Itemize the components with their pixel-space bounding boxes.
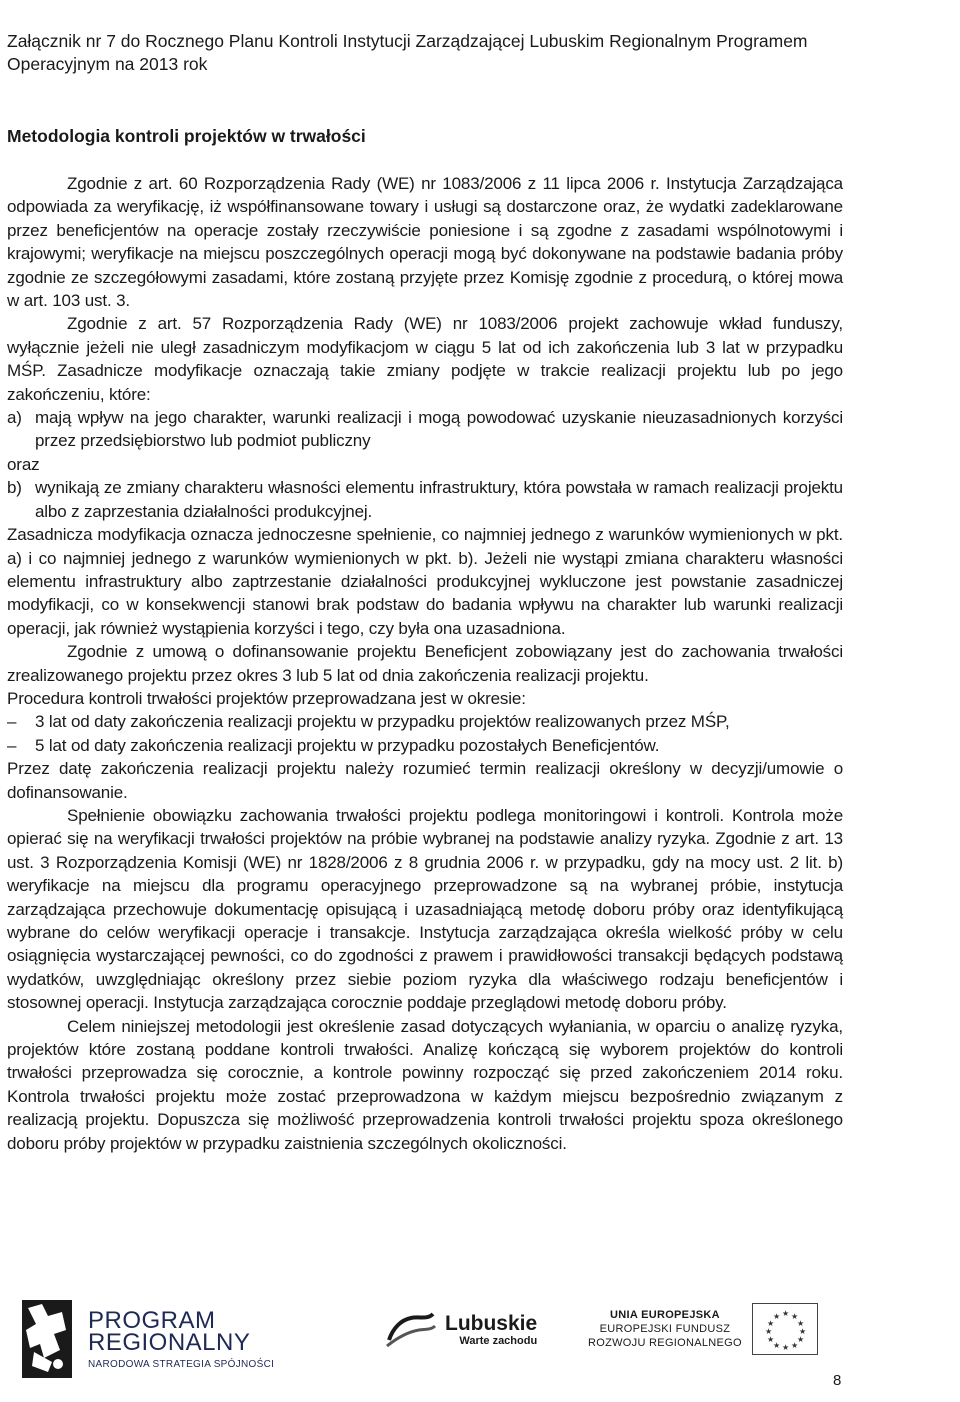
list-marker-a: a) <box>7 408 22 428</box>
paragraph-monitoring: Spełnienie obowiązku zachowania trwałości projektu podlega monitoringowi i kontroli. Kontrola może opierać się na weryfikacji trwałości projektów na próbie wybranej na podstawie analizy ryzyka. Zgodnie z art. 13 ust. 3 Rozporządzenia Komisji (WE) nr 1828/2006 z 8 grudnia 2006 r. w przypadku, gdy na mocy ust. 2 lit. b) weryfikacje na miejscu dla programu operacyjnego przeprowadzone są na wybranej próbie, instytucja zarządzająca przechowuje dokumentację opisującą i uzasadniającą metodę doboru próby oraz identyfikującą wybrane do celów weryfikacji operacje i transakcje. Instytucja zarządzająca określa wielkość próby w celu osiągnięcia wystarczającej pewności, co do zgodności z prawem i prawidłowości transakcji będących podstawą wydatków, uwzględniając określony przez siebie poziom ryzyka dla właściwego rodzaju beneficjentów i stosownej operacji. Instytucja zarządzająca corocznie poddaje przeglądowi metodę doboru próby. <box>7 805 843 1013</box>
svg-text:★: ★ <box>796 1335 805 1344</box>
dash-text-other: 5 lat od daty zakończenia realizacji projektu w przypadku pozostałych Beneficjentów. <box>35 735 660 755</box>
eu-fund-label: EUROPEJSKI FUNDUSZ <box>599 1323 731 1335</box>
svg-text:★: ★ <box>798 1327 807 1336</box>
document-title: Metodologia kontroli projektów w trwałości <box>7 126 366 146</box>
dash-marker: – <box>7 735 17 755</box>
lubuskie-slogan: Warte zachodu <box>459 1335 538 1347</box>
eu-logo <box>588 1303 818 1355</box>
list-text-a: mają wpływ na jego charakter, warunki realizacji i mogą powodować uzyskanie nieuzasadnionych korzyści przez przedsiębiorstwo lub podmiot publiczny <box>35 408 843 451</box>
lubuskie-logo <box>385 1310 537 1350</box>
paragraph-procedure: Procedura kontroli trwałości projektów przeprowadzana jest w okresie: <box>7 688 526 708</box>
list-item-a <box>7 406 843 453</box>
svg-text:★: ★ <box>764 1327 773 1336</box>
conjunction-oraz: oraz <box>7 454 40 474</box>
regionalny-label: REGIONALNY <box>88 1329 251 1356</box>
paragraph-regulation-57: Zgodnie z art. 57 Rozporządzenia Rady (WE) nr 1083/2006 projekt zachowuje wkład funduszy, wyłącznie jeżeli nie uległ zasadniczym modyfikacjom w ciągu 5 lat od ich zakończenia lub 3 lat w przypadku MŚP. Zasadnicze modyfikacje oznaczają takie zmiany podjęte w trakcie realizacji projektu lub po jego zakończeniu, które: <box>7 314 843 404</box>
paragraph-agreement: Zgodnie z umową o dofinansowanie projektu Beneficjent zobowiązany jest do zachowania trwałości zrealizowanego projektu przez okres 3 lub 5 lat od dnia zakończenia realizacji projektu. <box>7 642 843 685</box>
svg-text:★: ★ <box>766 1335 775 1344</box>
svg-text:★: ★ <box>790 1341 799 1350</box>
strategy-label: NARODOWA STRATEGIA SPÓJNOŚCI <box>88 1359 275 1370</box>
paragraph-completion-date: Przez datę zakończenia realizacji projektu należy rozumieć termin realizacji określony w decyzji/umowie o dofinansowanie. <box>7 759 843 802</box>
footer-logos <box>0 1300 960 1380</box>
eu-union-label: UNIA EUROPEJSKA <box>610 1309 720 1321</box>
svg-text:★: ★ <box>772 1312 781 1321</box>
paragraph-methodology-goal: Celem niniejszej metodologii jest określenie zasad dotyczących wyłaniania, w oparciu o analizę ryzyka, projektów które zostaną poddane kontroli trwałości. Analizę kończącą się wyborem projektów do kontroli trwałości przeprowadza się corocznie, a kontrole powinny rozpocząć się przed zakończeniem 2014 roku. Kontrola trwałości projektu może zostać przeprowadzona w każdym miejscu bezpośrednio związanym z realizacją projektu. Dopuszcza się możliwość przeprowadzenia kontroli trwałości projektu spoza określonego doboru próby projektów w przypadku zaistnienia szczególnych okoliczności. <box>7 1016 843 1153</box>
svg-text:★: ★ <box>796 1319 805 1328</box>
program-regionalny-logo-icon <box>22 1300 72 1378</box>
document-body <box>7 172 843 1155</box>
paragraph-regulation-60: Zgodnie z art. 60 Rozporządzenia Rady (WE) nr 1083/2006 z 11 lipca 2006 r. Instytucja Zarządzająca odpowiada za weryfikację, iż współfinansowane towary i usługi są dostarczone oraz, że wydatki zadeklarowane przez beneficjentów na operacje zostały rzeczywiście poniesione i są zgodne z zasadami wspólnotowymi i krajowymi; weryfikacje na miejscu poszczególnych operacji mogą być dokonywane na podstawie badania próby zgodnie ze szczegółowymi zasadami, które zostaną przyjęte przez Komisję zgodnie z procedurą, o której mowa w art. 103 ust. 3. <box>7 174 843 311</box>
svg-text:★: ★ <box>781 1309 790 1318</box>
svg-text:★: ★ <box>781 1343 790 1352</box>
eu-flag-icon <box>752 1303 818 1355</box>
dash-marker: – <box>7 712 17 732</box>
svg-text:★: ★ <box>772 1341 781 1350</box>
lubuskie-logo-icon <box>385 1310 437 1350</box>
program-label: PROGRAM <box>88 1307 216 1334</box>
paragraph-substantial-modification: Zasadnicza modyfikacja oznacza jednoczesne spełnienie, co najmniej jednego z warunków wymienionych w pkt. a) i co najmniej jednego z warunków wymienionych w pkt. b). Jeżeli nie wystąpi zmiana charakteru własności elementu infrastruktury albo zaptrzestanie działalności produkcyjnej wykluczone jest powstanie zasadniczej modyfikacji, co w konsekwencji stanowi brak podstaw do badania wpływu na charakter lub warunki realizacji operacji, jak również wystąpienia korzyści i tego, czy była ona uzasadniona. <box>7 525 843 638</box>
document-header <box>7 30 847 76</box>
list-marker-b: b) <box>7 478 22 498</box>
dash-item-other <box>7 734 843 757</box>
list-item-b <box>7 476 843 523</box>
svg-text:★: ★ <box>766 1319 775 1328</box>
dash-item-msp <box>7 710 843 733</box>
dash-text-msp: 3 lat od daty zakończenia realizacji projektu w przypadku projektów realizowanych przez MŚP, <box>35 712 730 732</box>
lubuskie-name: Lubuskie <box>445 1312 538 1335</box>
program-regionalny-logo <box>22 1300 274 1378</box>
eu-regional-label: ROZWOJU REGIONALNEGO <box>588 1337 742 1349</box>
list-text-b: wynikają ze zmiany charakteru własności elementu infrastruktury, która powstała w ramach realizacji projektu albo z zaprzestania działalności produkcyjnej. <box>35 478 843 521</box>
annex-heading: Załącznik nr 7 do Rocznego Planu Kontroli Instytucji Zarządzającej Lubuskim Regionalnym Programem Operacyjnym na 2013 rok <box>7 31 808 74</box>
svg-text:★: ★ <box>790 1312 799 1321</box>
page-number: 8 <box>833 1372 842 1389</box>
